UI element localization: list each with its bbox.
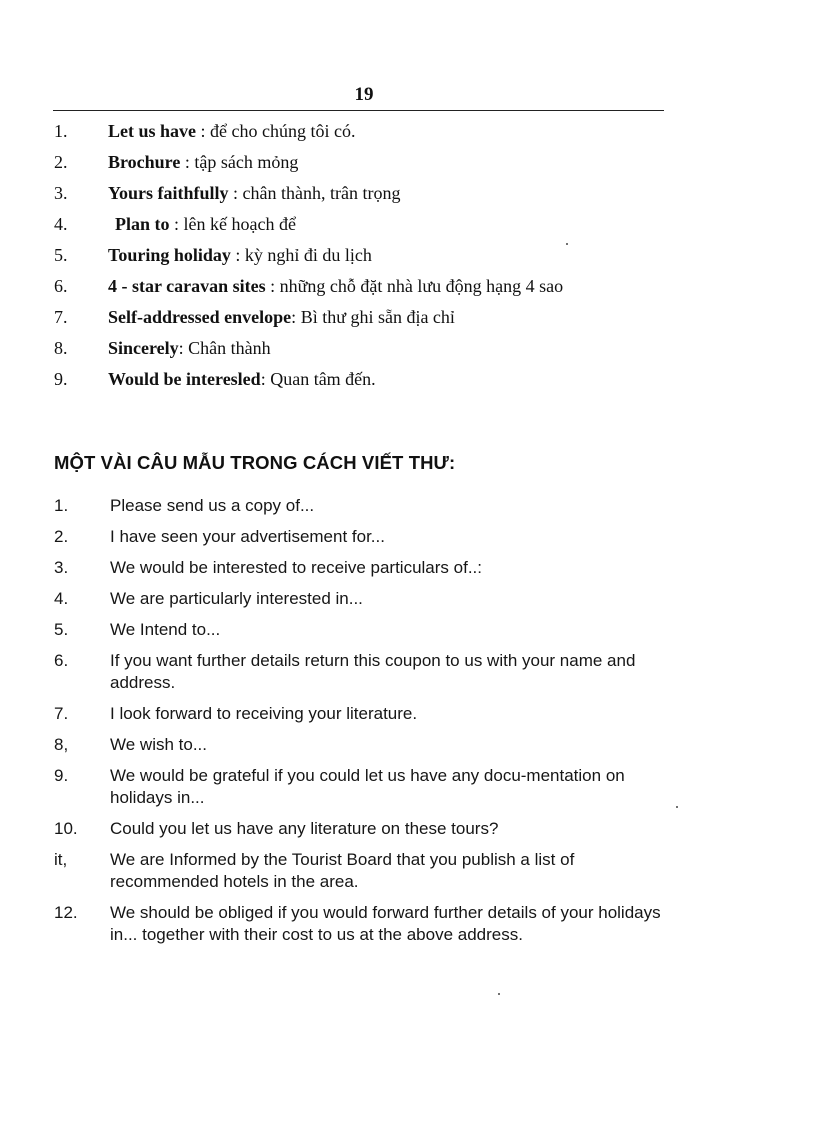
phrase-item [54,619,674,641]
vocab-meaning: lên kế hoạch để [183,214,296,234]
phrase-item [54,495,674,517]
phrase-text: We should be obliged if you would forward further details of your holidays in... together with their cost to us at the above address. [110,903,661,944]
phrase-text: If you want further details return this coupon to us with your name and address. [110,651,636,692]
phrase-list [54,495,674,955]
vocab-number: 7. [54,307,68,327]
phrase-number: 9. [54,766,69,785]
vocab-meaning: những chỗ đặt nhà lưu động hạng 4 sao [279,276,564,296]
phrase-number: 3. [54,558,69,577]
vocab-number: 9. [54,369,68,389]
vocabulary-list [54,120,674,399]
vocab-number: 5. [54,245,68,265]
phrase-text: We Intend to... [110,620,221,639]
vocab-separator: : [228,183,243,203]
vocab-item [54,368,674,390]
phrase-number: 4. [54,589,69,608]
vocab-number: 3. [54,183,68,203]
phrase-text: We are particularly interested in... [110,589,363,608]
vocab-separator: : [169,214,184,234]
phrase-text: I have seen your advertisement for... [110,527,385,546]
vocab-term: Let us have [108,121,197,141]
vocab-term: Yours faithfully [108,183,229,203]
vocab-separator: : [265,276,280,296]
vocab-separator: : [180,152,195,172]
vocab-meaning: tập sách mỏng [194,152,299,172]
vocab-item [54,337,674,359]
phrase-item [54,734,674,756]
vocab-number: 8. [54,338,68,358]
vocab-term: Brochure [108,152,181,172]
phrase-item [54,650,674,694]
vocab-item [54,244,674,266]
vocab-separator: : [260,369,271,389]
vocab-meaning: để cho chúng tôi có. [210,121,356,141]
vocab-separator: : [291,307,301,327]
phrase-item [54,849,674,893]
scan-speck [498,993,500,995]
phrase-item [54,765,674,809]
phrase-number: 10. [54,819,78,838]
vocab-term: Sincerely [108,338,179,358]
phrase-text: We wish to... [110,735,207,754]
vocab-meaning: Chân thành [188,338,271,358]
phrase-item [54,703,674,725]
vocab-number: 6. [54,276,68,296]
vocab-term: 4 - star caravan sites [108,276,266,296]
vocab-term: Touring holiday [108,245,231,265]
vocab-item [54,182,674,204]
phrase-text: Please send us a copy of... [110,496,315,515]
vocab-meaning: chân thành, trân trọng [242,183,401,203]
vocab-number: 4. [54,214,68,234]
phrase-number: 5. [54,620,69,639]
phrase-number: 12. [54,903,78,922]
phrase-number: 7. [54,704,69,723]
phrase-item [54,902,674,946]
phrase-number: it, [54,850,68,869]
phrase-text: Could you let us have any literature on these tours? [110,819,499,838]
vocab-item [54,120,674,142]
phrase-item [54,557,674,579]
phrase-number: 1. [54,496,69,515]
scan-speck [676,806,678,808]
vocab-number: 1. [54,121,68,141]
vocab-separator: : [196,121,211,141]
phrase-number: 2. [54,527,69,546]
phrase-number: 6. [54,651,69,670]
vocab-term: Would be interesled [108,369,261,389]
vocab-separator: : [230,245,245,265]
vocab-meaning: Quan tâm đến. [270,369,376,389]
vocab-item [54,275,674,297]
vocab-item [54,151,674,173]
vocab-term: Self-addressed envelope [108,307,292,327]
vocab-meaning: kỳ nghỉ đi du lịch [244,245,372,265]
vocab-term: Plan to [115,214,170,234]
vocab-item [54,213,674,235]
phrase-item [54,818,674,840]
vocab-number: 2. [54,152,68,172]
phrase-number: 8, [54,735,69,754]
scan-speck [566,243,568,245]
header-rule [53,110,664,111]
phrase-text: We are Informed by the Tourist Board that you publish a list of recommended hotels in the area. [110,850,575,891]
phrase-text: I look forward to receiving your literature. [110,704,418,723]
phrase-text: We would be grateful if you could let us have any docu-mentation on holidays in... [110,766,625,807]
vocab-meaning: Bì thư ghi sẵn địa chỉ [300,307,455,327]
page-number: 19 [354,84,374,105]
vocab-separator: : [178,338,189,358]
phrase-text: We would be interested to receive particulars of..: [110,558,482,577]
phrase-item [54,588,674,610]
vocab-item [54,306,674,328]
phrase-item [54,526,674,548]
section-heading: MỘT VÀI CÂU MẪU TRONG CÁCH VIẾT THƯ: [54,452,456,473]
